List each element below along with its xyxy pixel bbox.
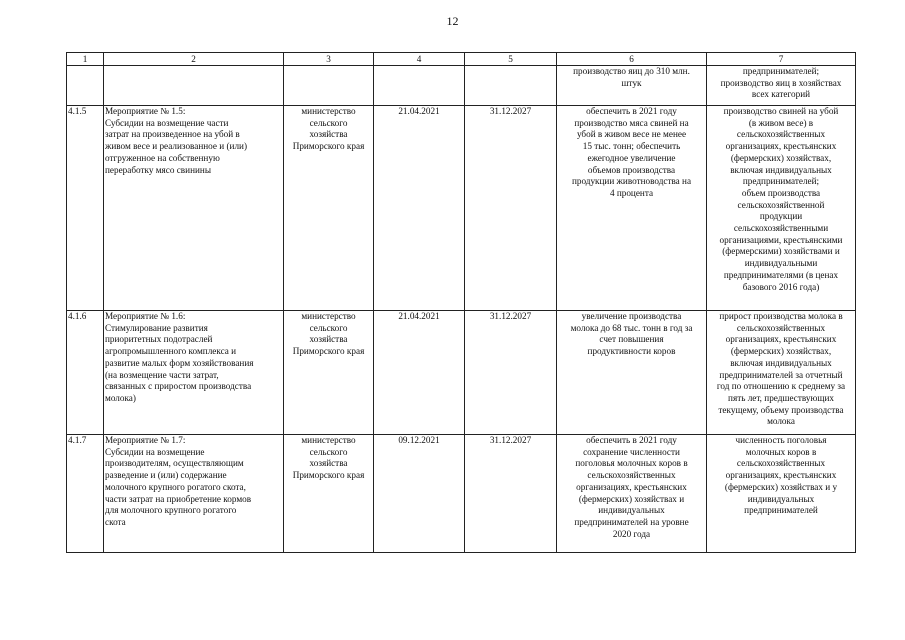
row-expected-result: увеличение производства молока до 68 тыс. тонн в год за счет повышения продуктивности коров bbox=[557, 311, 707, 435]
row-event: Мероприятие № 1.7: Субсидии на возмещение производителям, осуществляющим разведение и (или) содержание молочного крупного рогатого скота, части затрат на приобретение кормов для молочного крупного рогатого скота bbox=[104, 435, 284, 553]
row-code: 4.1.7 bbox=[67, 435, 104, 553]
row-event: Мероприятие № 1.5: Субсидии на возмещение части затрат на произведенное на убой в живом весе и реализованное и (или) отгруженное на собственную переработку мясо свинины bbox=[104, 106, 284, 311]
measures-table bbox=[66, 52, 856, 553]
row-end-date: 31.12.2027 bbox=[465, 106, 557, 311]
row-expected-result: обеспечить в 2021 году сохранение численности поголовья молочных коров в сельскохозяйственных организациях, крестьянских (фермерских) хозяйствах и индивидуальных предпринимателей на уровне 2020 года bbox=[557, 435, 707, 553]
column-number-1: 1 bbox=[67, 53, 104, 66]
row-start-date bbox=[374, 66, 465, 106]
table-row-4-1-5 bbox=[67, 106, 856, 311]
row-executor: министерство сельского хозяйства Приморского края bbox=[284, 106, 374, 311]
row-event bbox=[104, 66, 284, 106]
row-end-date bbox=[465, 66, 557, 106]
column-number-5: 5 bbox=[465, 53, 557, 66]
row-indicator: предпринимателей; производство яиц в хозяйствах всех категорий bbox=[707, 66, 856, 106]
row-start-date: 21.04.2021 bbox=[374, 106, 465, 311]
row-executor: министерство сельского хозяйства Приморского края bbox=[284, 311, 374, 435]
row-end-date: 31.12.2027 bbox=[465, 435, 557, 553]
row-executor: министерство сельского хозяйства Приморского края bbox=[284, 435, 374, 553]
row-end-date: 31.12.2027 bbox=[465, 311, 557, 435]
page-number: 12 bbox=[446, 14, 459, 28]
row-start-date: 09.12.2021 bbox=[374, 435, 465, 553]
row-executor bbox=[284, 66, 374, 106]
table-row-4-1-7 bbox=[67, 435, 856, 553]
column-number-4: 4 bbox=[374, 53, 465, 66]
row-event: Мероприятие № 1.6: Стимулирование развития приоритетных подотраслей агропромышленного комплекса и развитие малых форм хозяйствования (на возмещение части затрат, связанных с приростом производства молока) bbox=[104, 311, 284, 435]
column-number-3: 3 bbox=[284, 53, 374, 66]
row-code: 4.1.5 bbox=[67, 106, 104, 311]
column-number-6: 6 bbox=[557, 53, 707, 66]
column-number-7: 7 bbox=[707, 53, 856, 66]
row-indicator: производство свиней на убой (в живом весе) в сельскохозяйственных организациях, крестьянских (фермерских) хозяйствах, включая индивидуальных предпринимателей; объем производства сельскохозяйственной продукции сельскохозяйственными организациями, крестьянскими (фермерскими) хозяйствами и индивидуальными предпринимателями (в ценах базового 2016 года) bbox=[707, 106, 856, 311]
row-start-date: 21.04.2021 bbox=[374, 311, 465, 435]
row-code: 4.1.6 bbox=[67, 311, 104, 435]
table-row-continued bbox=[67, 66, 856, 106]
row-code bbox=[67, 66, 104, 106]
table-row-4-1-6 bbox=[67, 311, 856, 435]
row-indicator: прирост производства молока в сельскохозяйственных организациях, крестьянских (фермерских) хозяйствах, включая индивидуальных предпринимателей за отчетный год по отношению к среднему за пять лет, предшествующих текущему, объему производства молока bbox=[707, 311, 856, 435]
row-expected-result: производство яиц до 310 млн. штук bbox=[557, 66, 707, 106]
column-number-row bbox=[67, 53, 856, 66]
row-expected-result: обеспечить в 2021 году производство мяса свиней на убой в живом весе не менее 15 тыс. тонн; обеспечить ежегодное увеличение объемов производства продукции животноводства на 4 процента bbox=[557, 106, 707, 311]
row-indicator: численность поголовья молочных коров в сельскохозяйственных организациях, крестьянских (фермерских) хозяйствах и у индивидуальных предпринимателей bbox=[707, 435, 856, 553]
column-number-2: 2 bbox=[104, 53, 284, 66]
